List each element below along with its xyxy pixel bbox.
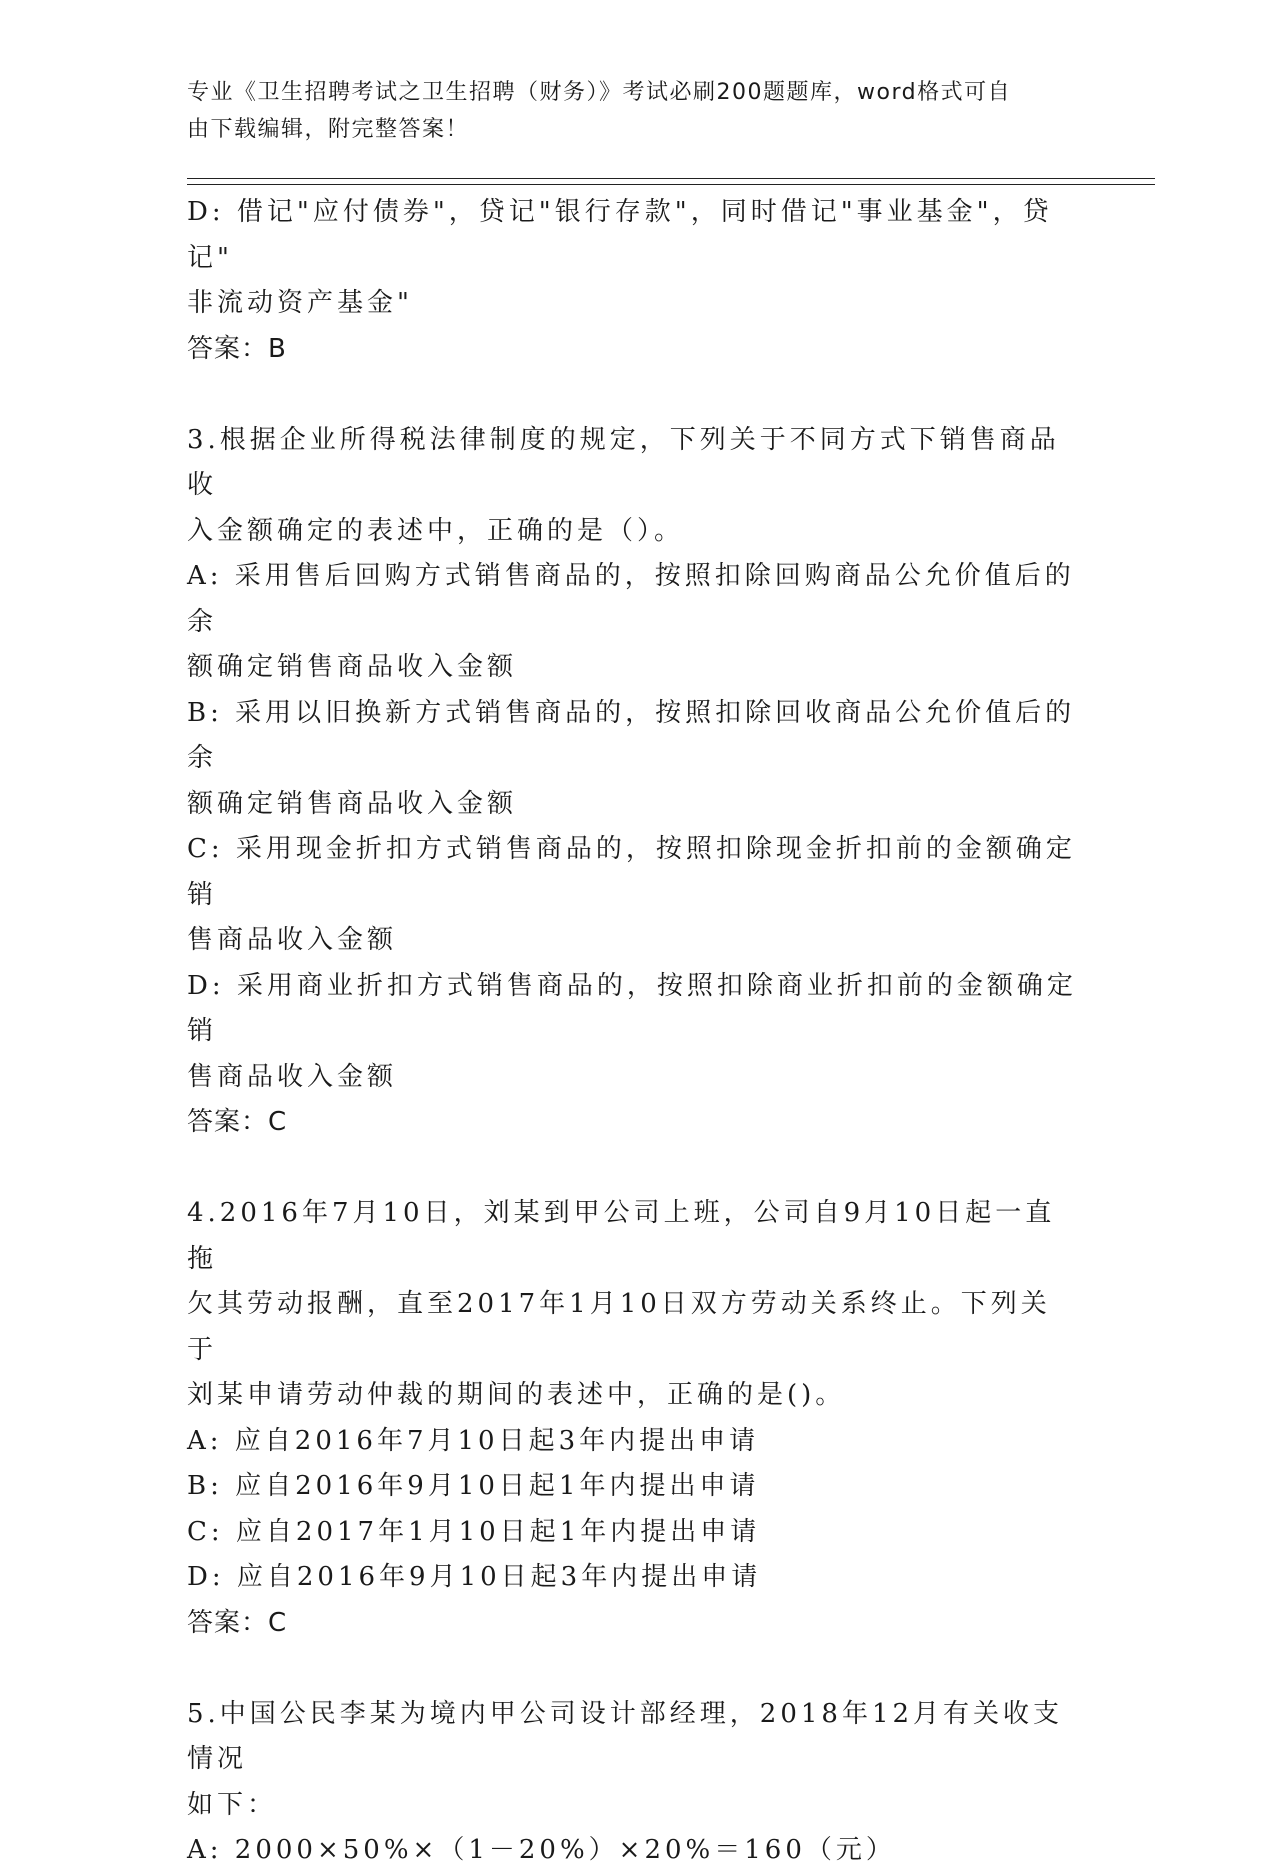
option-a: A: 应自2016年7月10日起3年内提出申请: [187, 1425, 760, 1456]
option-a-continued: 额确定销售商品收入金额: [187, 652, 518, 682]
option-d: D: 采用商业折扣方式销售商品的，按照扣除商业折扣前的金额确定销: [187, 970, 1077, 1046]
question-stem: 5.中国公民李某为境内甲公司设计部经理，2018年12月有关收支情况: [187, 1698, 1064, 1774]
option-d-continued: 售商品收入金额: [187, 1061, 398, 1092]
question-stem: 4.2016年7月10日，刘某到甲公司上班，公司自9月10日起一直拖: [187, 1198, 1056, 1274]
question-4: [187, 1191, 1077, 1646]
header-line-2: 由下载编辑，附完整答案！: [187, 117, 470, 142]
option-c-continued: 售商品收入金额: [187, 925, 398, 955]
question-2-tail: [187, 190, 1077, 372]
option-b: B: 采用以旧换新方式销售商品的，按照扣除回收商品公允价值后的余: [187, 697, 1076, 773]
header-divider-bottom: [187, 184, 1155, 185]
document-body: [187, 190, 1077, 1874]
question-stem-continued: 如下：: [187, 1789, 278, 1820]
option-b-continued: 额确定销售商品收入金额: [187, 788, 518, 819]
spacer: [187, 1146, 1077, 1192]
option-a: A: 2000×50%×（1－20%）×20%＝160（元）: [187, 1835, 896, 1865]
header-divider-top: [187, 178, 1155, 179]
option-a: A: 采用售后回购方式销售商品的，按照扣除回购商品公允价值后的余: [187, 561, 1075, 637]
spacer: [187, 1646, 1077, 1692]
answer: 答案：C: [187, 1607, 288, 1638]
spacer: [187, 372, 1077, 418]
question-stem-continued: 刘某申请劳动仲裁的期间的表述中，正确的是()。: [187, 1380, 846, 1410]
option-d-continued: 非流动资产基金": [187, 288, 413, 318]
question-5: [187, 1692, 1077, 1874]
question-stem-continued: 欠其劳动报酬，直至2017年1月10日双方劳动关系终止。下列关于: [187, 1289, 1051, 1365]
question-3: [187, 418, 1077, 1146]
option-c: C: 采用现金折扣方式销售商品的，按照扣除现金折扣前的金额确定销: [187, 834, 1076, 910]
option-b: B: 应自2016年9月10日起1年内提出申请: [187, 1471, 760, 1501]
header-line-1: 专业《卫生招聘考试之卫生招聘（财务）》考试必刷200题题库，word格式可自: [187, 80, 1012, 105]
answer: 答案：C: [187, 1107, 288, 1137]
question-stem-continued: 入金额确定的表述中，正确的是（）。: [187, 515, 685, 546]
option-d: D: 借记"应付债券"，贷记"银行存款"，同时借记"事业基金"，贷记": [187, 197, 1053, 273]
option-d: D: 应自2016年9月10日起3年内提出申请: [187, 1562, 762, 1592]
document-header: [187, 74, 1067, 148]
option-c: C: 应自2017年1月10日起1年内提出申请: [187, 1516, 761, 1547]
question-stem: 3.根据企业所得税法律制度的规定，下列关于不同方式下销售商品收: [187, 424, 1060, 500]
answer: 答案：B: [187, 333, 287, 364]
